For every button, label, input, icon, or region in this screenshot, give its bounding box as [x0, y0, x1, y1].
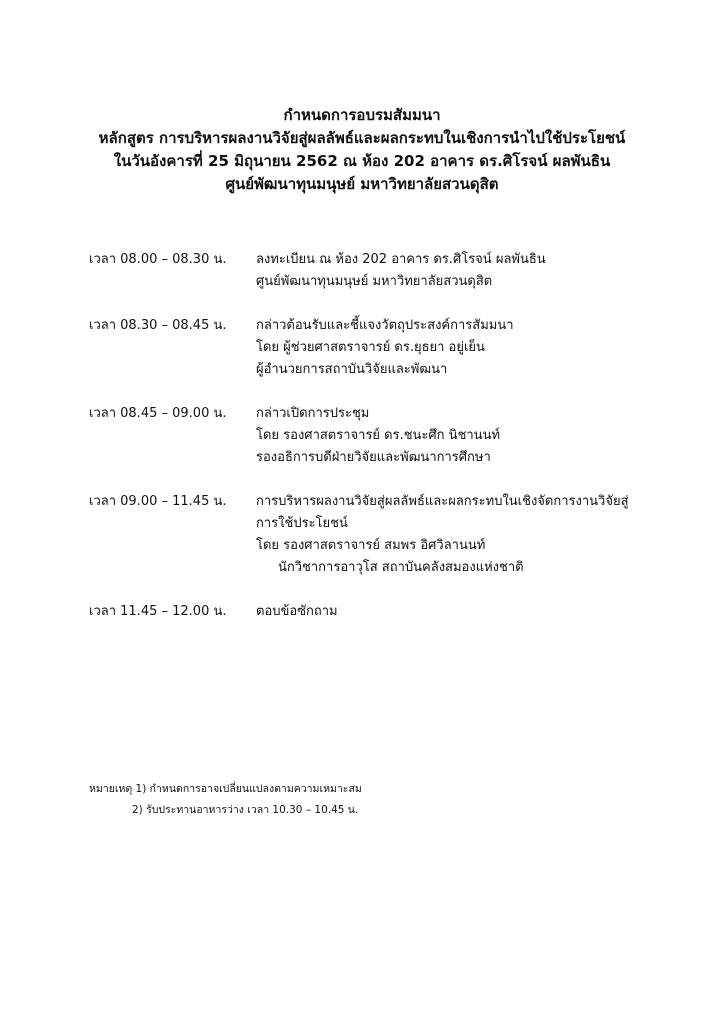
schedule-location: ศูนย์พัฒนาทุนมนุษย์ มหาวิทยาลัยสวนดุสิต: [256, 274, 493, 289]
schedule-time: เวลา 08.30 – 08.45 น.: [89, 318, 227, 333]
schedule-speaker: โดย รองศาสตราจารย์ ดร.ชนะศึก นิชานนท์: [256, 428, 501, 443]
note-2: 2) รับประทานอาหารว่าง เวลา 10.30 – 10.45 น.: [132, 804, 359, 816]
schedule-speaker-position: นักวิชาการอาวุโส สถาบันคลังสมองแห่งชาติ: [278, 560, 524, 575]
schedule-details: [256, 249, 689, 293]
schedule-activity: กล่าวต้อนรับและชี้แจงวัตถุประสงค์การสัมมนา: [256, 318, 514, 333]
schedule-item-opening: [89, 403, 689, 469]
schedule-details: [256, 403, 689, 469]
schedule-item-lecture: [89, 491, 689, 579]
schedule-speaker-position: รองอธิการบดีฝ่ายวิจัยและพัฒนาการศึกษา: [256, 450, 491, 465]
schedule-time: เวลา 09.00 – 11.45 น.: [89, 494, 227, 509]
schedule-speaker: โดย รองศาสตราจารย์ สมพร อิศวิลานนท์: [256, 538, 486, 553]
schedule-speaker: โดย ผู้ช่วยศาสตราจารย์ ดร.ยุธยา อยู่เย็น: [256, 340, 485, 355]
note-1: หมายเหตุ 1) กำหนดการอาจเปลี่ยนแปลงตามความเหมาะสม: [89, 783, 362, 795]
notes-section: [89, 779, 362, 821]
schedule-item-registration: [89, 249, 689, 293]
schedule-activity: กล่าวเปิดการประชุม: [256, 406, 370, 421]
schedule-item-welcome: [89, 315, 689, 381]
schedule-speaker-position: ผู้อำนวยการสถาบันวิจัยและพัฒนา: [256, 362, 448, 377]
schedule-list: [89, 249, 689, 623]
event-date-venue: ในวันอังคารที่ 25 มิถุนายน 2562 ณ ห้อง 202 อาคาร ดร.ศิโรจน์ ผลพันธิน: [113, 152, 611, 170]
schedule-item-qa: [89, 601, 689, 623]
schedule-time: เวลา 08.00 – 08.30 น.: [89, 252, 227, 267]
schedule-time: เวลา 11.45 – 12.00 น.: [89, 604, 227, 619]
schedule-activity: ตอบข้อซักถาม: [256, 604, 338, 619]
schedule-activity-continued: การใช้ประโยชน์: [256, 516, 348, 531]
organization-name: ศูนย์พัฒนาทุนมนุษย์ มหาวิทยาลัยสวนดุสิต: [225, 175, 499, 193]
schedule-activity: การบริหารผลงานวิจัยสู่ผลลัพธ์และผลกระทบในเชิงจัดการงานวิจัยสู่: [256, 494, 629, 509]
document-header: [0, 104, 724, 196]
page-title: กำหนดการอบรมสัมมนา: [283, 106, 441, 124]
schedule-activity: ลงทะเบียน ณ ห้อง 202 อาคาร ดร.ศิโรจน์ ผลพันธิน: [256, 252, 546, 267]
course-title: หลักสูตร การบริหารผลงานวิจัยสู่ผลลัพธ์และผลกระทบในเชิงการนำไปใช้ประโยชน์: [98, 129, 626, 147]
schedule-time: เวลา 08.45 – 09.00 น.: [89, 406, 227, 421]
schedule-details: [256, 315, 689, 381]
schedule-details: [256, 491, 689, 579]
schedule-details: [256, 601, 689, 623]
